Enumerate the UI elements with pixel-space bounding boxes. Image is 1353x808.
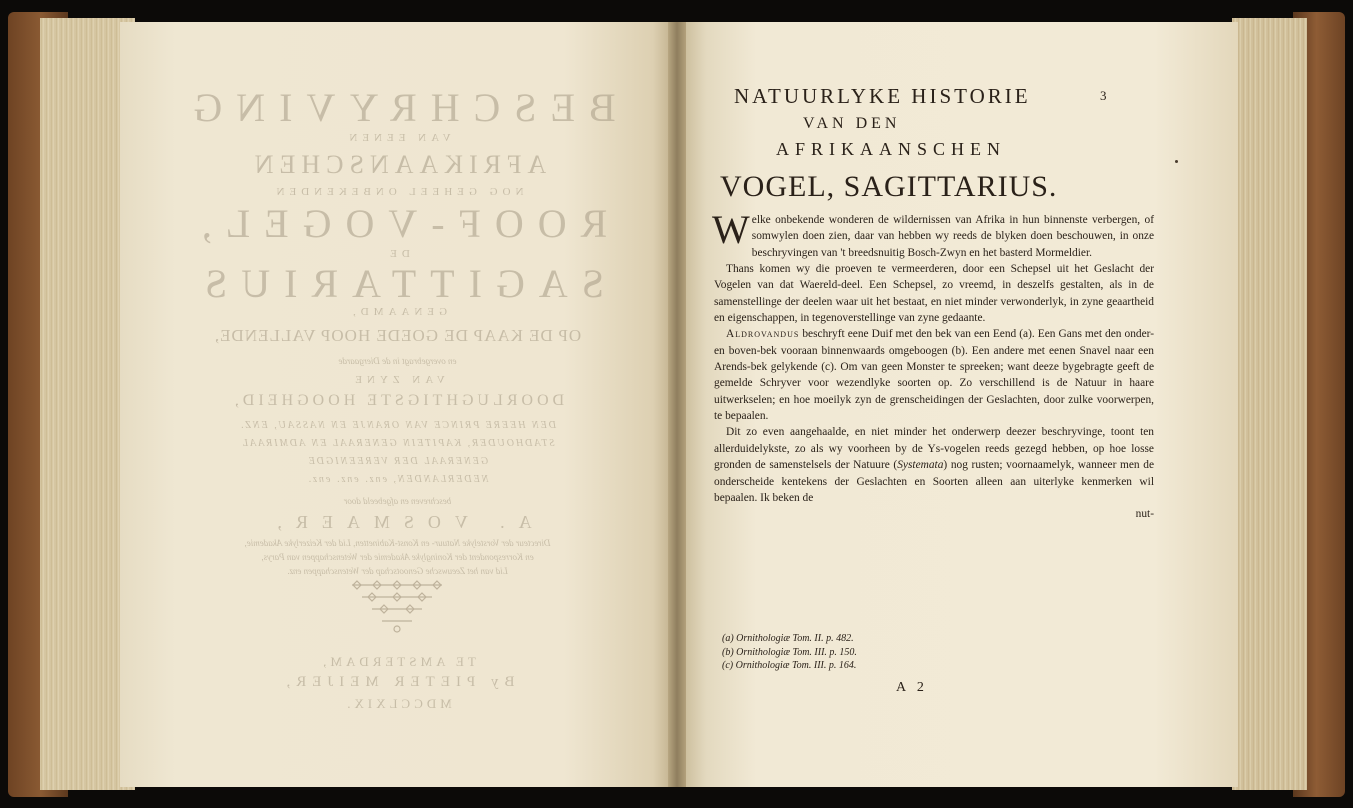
subtitle-line-1: VAN DEN — [803, 115, 901, 132]
bleed-line: OP DE KAAP DE GOEDE HOOP VALLENDE, — [213, 326, 582, 345]
bleed-line: en overgebragt in de Diergaarde — [338, 356, 457, 366]
catchword: nut- — [1135, 508, 1154, 521]
footnote: (a) Ornithologiæ Tom. II. p. 482. — [722, 633, 854, 644]
footnote: (c) Ornithologiæ Tom. III. p. 164. — [722, 660, 857, 672]
bleed-line: BESCHRYVING — [179, 85, 616, 130]
footnotes — [722, 632, 1142, 673]
bleed-line: NEDERLANDEN, enz. enz. enz. — [306, 474, 489, 485]
right-page — [678, 22, 1238, 787]
subtitle-line-2: AFRIKAANSCHEN — [776, 139, 1007, 159]
left-page — [120, 22, 675, 787]
paragraph-4-text-a: Dit zo even aangehaalde, en niet minder het onderwerp deezer beschryvinge, toont ten allerduidelykste, zo als wy voorheen by de Ys-vogelen reeds gezegd hebben, op hoe losse gronden de samenstelsels der Natuure ( — [714, 426, 1154, 472]
bleed-line: VAN EENEN — [344, 132, 451, 144]
paragraph-4 — [714, 424, 1154, 506]
paper-speck — [1175, 160, 1178, 163]
bleed-line: ROOF-VOGEL, — [187, 201, 608, 246]
bleed-line: DOORLUGHTIGSTE HOOGHEID, — [230, 392, 565, 409]
bleed-line: Directeur der Vorstelyke Natuur- en Konst-Kabinetten, Lid der Keizerlyke Akademie, — [244, 538, 551, 548]
bleed-line: SAGITTARIUS — [190, 261, 605, 306]
body-text — [712, 207, 1154, 523]
paragraph-3-text: beschryft eene Duif met den bek van een Eend (a). Een Gans met den onder- en boven-bek vooraan binnenwaards omgeboogen (b). Een andere met eenen Snavel naar een Arends-bek gelykende (c). Om van geen Monster te spreeken; want deeze bygebragte geeft de gemelde Schryver voor wezendlyke soorten op. Zo verschillend is de Natuur in haare uitwerkselen; en hoe moeilyk zyn de grenscheidingen der Geslachten, door zulke voorwerpen, te bepaalen. — [714, 328, 1154, 423]
page-edges-right — [1232, 18, 1307, 790]
bleed-line: NOG GEHEEL ONBEKENDEN — [271, 186, 524, 198]
bleed-line: Lid van het Zeeuwsche Genootschap der Wetenschappen enz. — [287, 566, 508, 576]
paragraph-4-text-b: ) nog rusten; voornaamelyk, wanneer men de onderscheide kentekens der Geslachten en Soorten alleen aan uiterlyke kenmerken wil bepaalen. Ik beken de — [714, 459, 1154, 504]
bleed-line: DEN HEERE PRINCE VAN ORANJE EN NASSAU, ENZ. — [238, 420, 557, 431]
bleed-line: DE — [385, 248, 410, 260]
drop-cap: W — [712, 207, 750, 252]
bleed-line: MDCCLXIX. — [343, 696, 452, 711]
bleed-line: TE AMSTERDAM, — [319, 654, 476, 669]
page-number: 3 — [1100, 88, 1107, 103]
running-title: NATUURLYKE HISTORIE — [734, 84, 1031, 108]
chapter-title: VOGEL, SAGITTARIUS. — [720, 170, 1058, 203]
bleed-line: en Korrespondent der Koninglyke Akademie der Wetenschappen van Parys, — [261, 552, 534, 562]
bleed-line: beschreven en afgebeeld door — [343, 496, 452, 506]
footnote: (b) Ornithologiæ Tom. III. p. 150. — [722, 646, 857, 658]
bleed-line: By PIETER MEIJER, — [280, 674, 515, 690]
paragraph-1 — [712, 207, 1154, 261]
bleed-through-title-page — [120, 22, 675, 787]
bleed-line: GENAAMD, — [348, 306, 447, 318]
bleed-line: STADHOUDER, KAPITEIN GENERAAL EN ADMIRAAL — [240, 438, 555, 449]
bleed-line: A. VOSMAER, — [263, 512, 532, 532]
book-gutter — [668, 22, 686, 787]
signature-mark: A 2 — [896, 680, 928, 695]
printers-ornament — [342, 577, 452, 637]
author-name: Aldrovandus — [726, 328, 800, 341]
paragraph-1-text: elke onbekende wonderen de wildernissen van Afrika in hun binnenste verbergen, of somwylen doen zien, daar van hebben wy reeds de blyken doen beschouwen, in onze beschryvingen van 't breedsnuitig Bosch-Zwyn en het basterd Mormeldier. — [751, 214, 1154, 259]
bleed-line: GENERAAL DER VEREENIGDE — [306, 456, 489, 467]
paragraph-2: Thans komen wy die proeven te vermeerderen, door een Schepsel uit het Geslacht der Vogelen van dat Waereld-deel. Een Schepsel, zo vreemd, in deszelfs gestalten, als in de samenstellinge der deelen waar uit het bestaat, en niet minder verwonderlyk, in zyne geaartheid en eigenschappen, in tegenoverstellinge van zyne gedaante. — [714, 263, 1154, 325]
bleed-line: VAN ZYNE — [350, 374, 445, 386]
bleed-line: AFRIKAANSCHEN — [248, 150, 547, 179]
paragraph-3 — [714, 326, 1154, 424]
italic-term: Systemata — [897, 459, 944, 472]
